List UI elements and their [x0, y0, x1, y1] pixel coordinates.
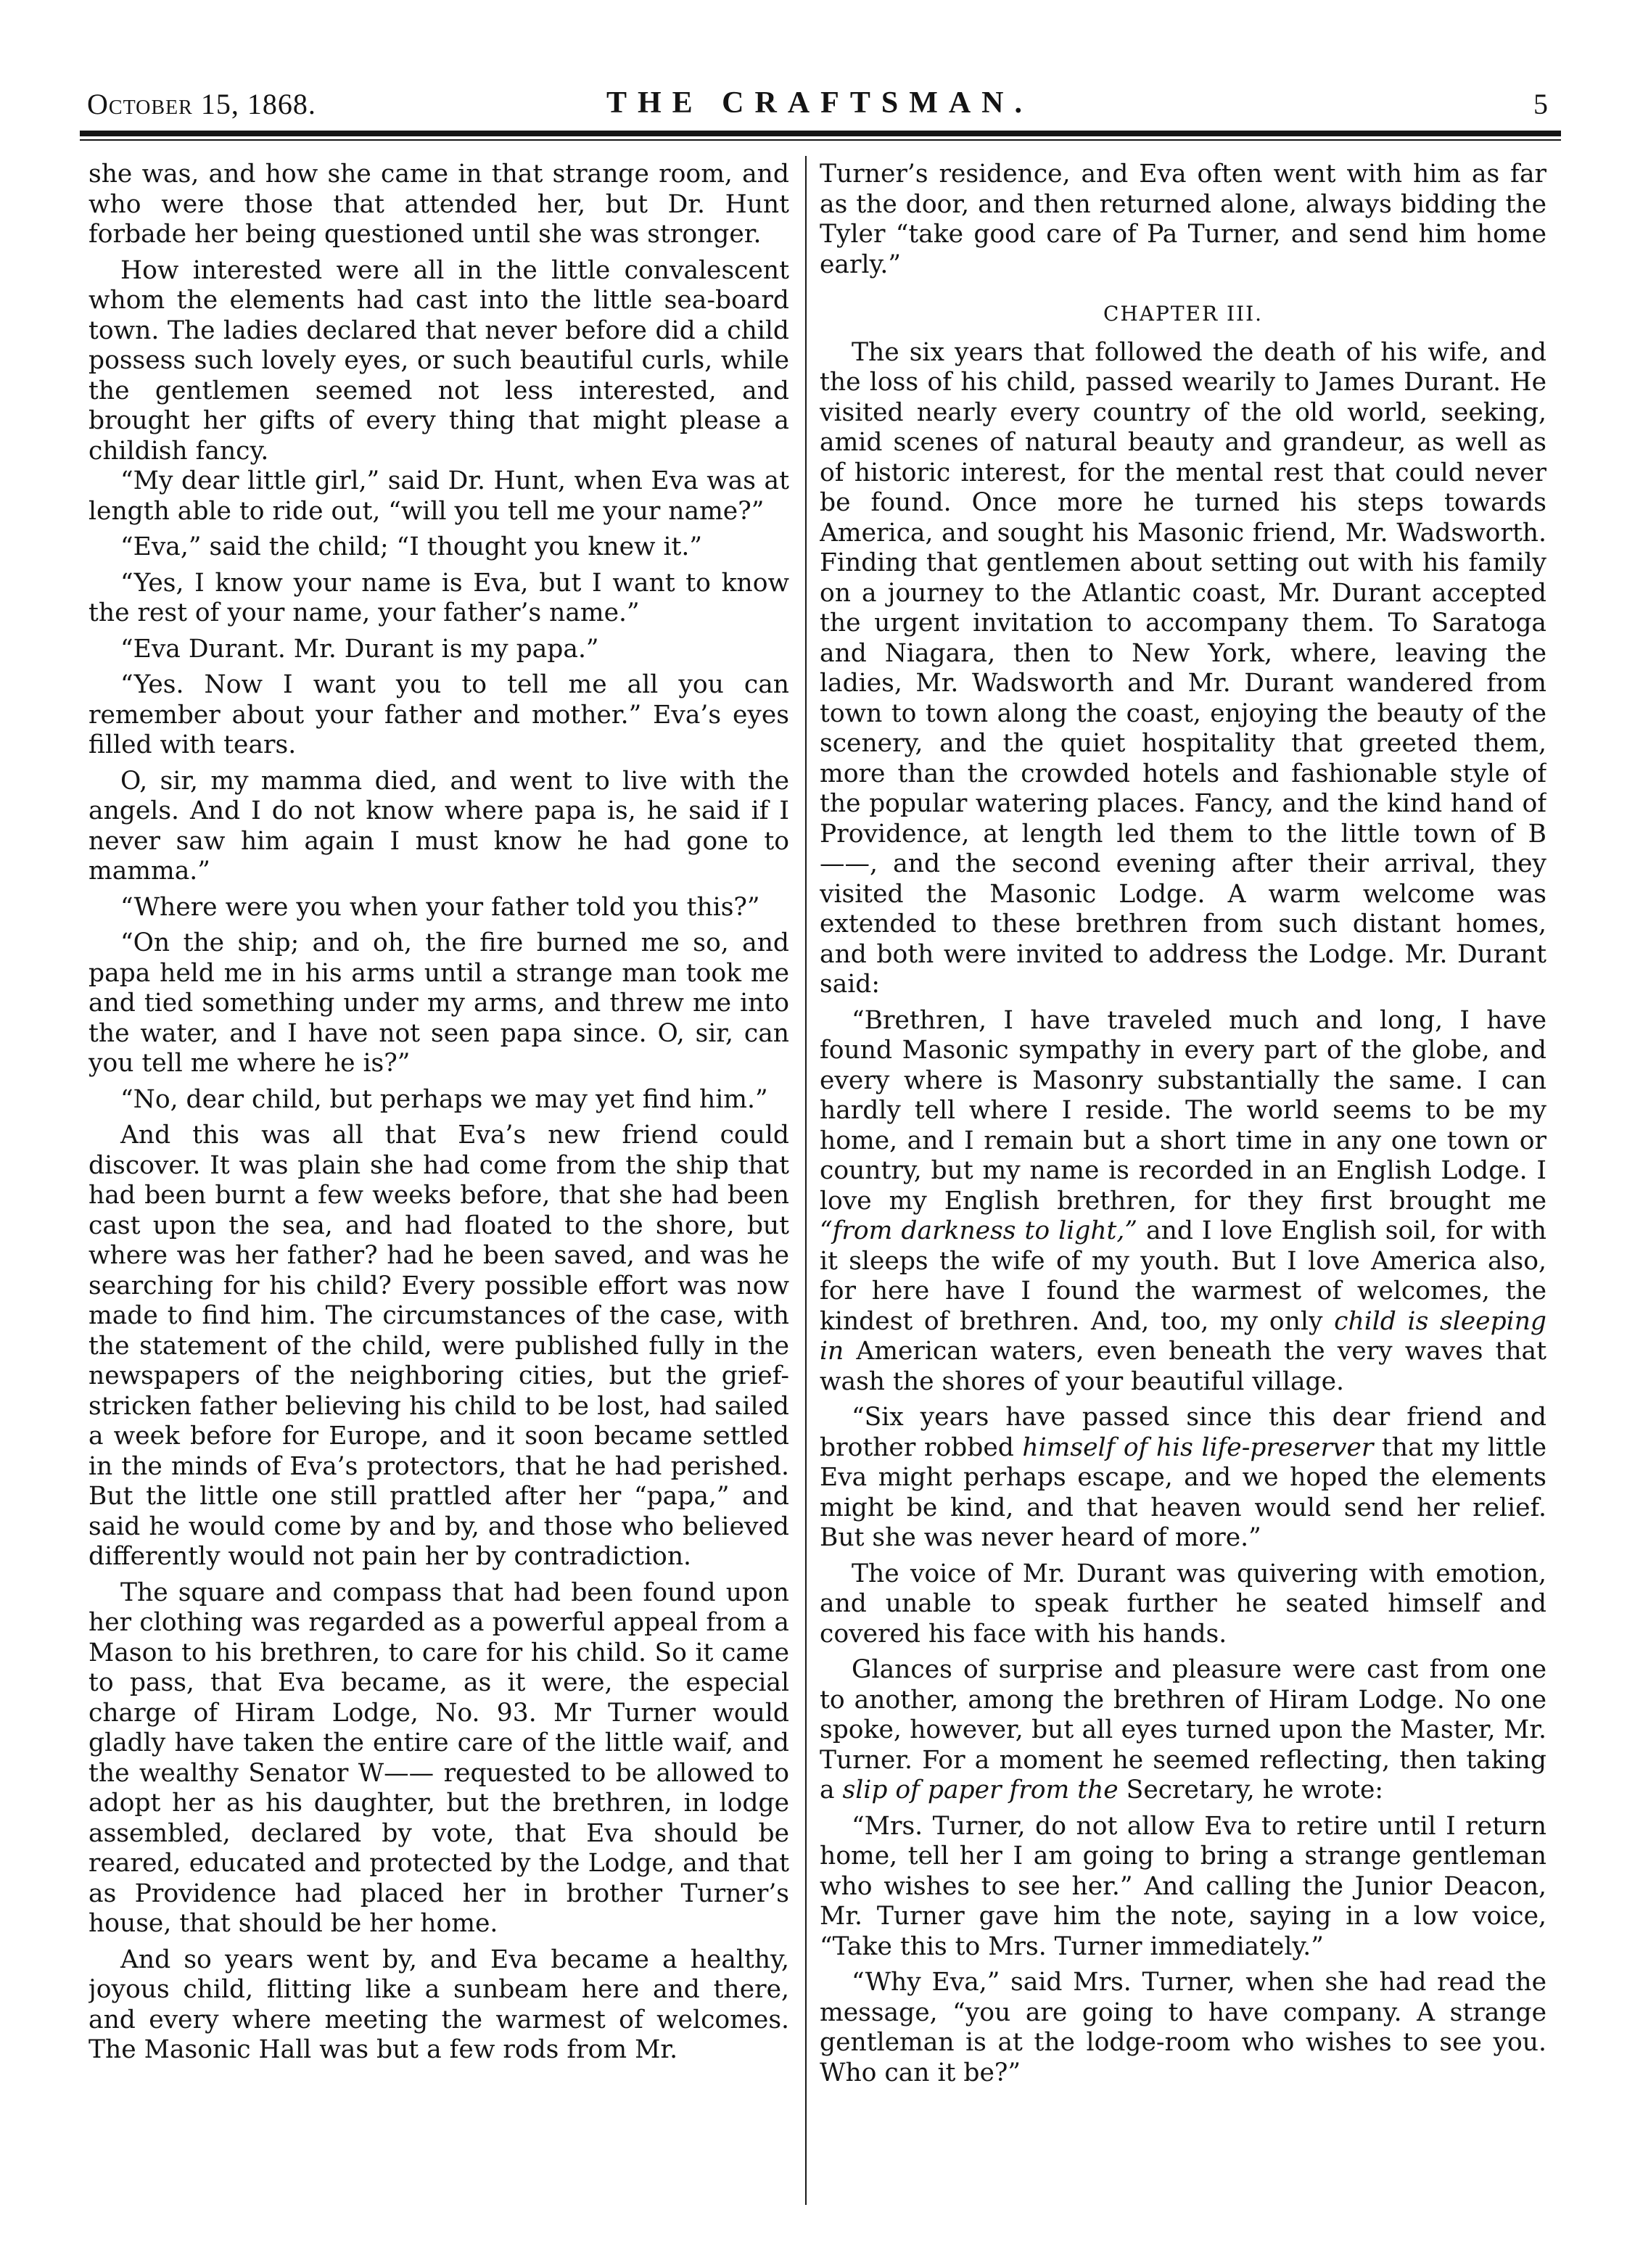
paragraph: How interested were all in the little convalescent whom the elements had cast into the little sea-board town. The ladies declared that never before did a child possess such lovely eyes, or such beautiful curls, while the gentlemen seemed not less interested, and brought her gifts of every thing that might please a childish fancy.	[88, 255, 789, 466]
paragraph	[820, 1655, 1546, 1806]
paragraph: “No, dear child, but perhaps we may yet find him.”	[120, 1084, 768, 1114]
italic-text: “from darkness to light,”	[820, 1216, 1138, 1245]
paragraph: The square and compass that had been found upon her clothing was regarded as a powerful appeal from a Mason to his brethren, to care for his child. So it came to pass, that Eva became, as it were, the especial charge of Hiram Lodge, No. 93. Mr Turner would gladly have taken the entire care of the little waif, and the wealthy Senator W—— requested to be allowed to adopt her as his daughter, but the brethren, in lodge assembled, declared by vote, that Eva should be reared, educated and protected by the Lodge, and that as Providence had placed her in brother Turner’s house, that should be her home.	[88, 1578, 789, 1938]
issue-date: October 15, 1868.	[87, 88, 316, 120]
italic-text: himself of his life-preserver	[1022, 1432, 1374, 1462]
paragraph: The six years that followed the death of his wife, and the loss of his child, passed wearily to James Durant. He visited nearly every country of the old world, seeking, amid scenes of natural beauty and grandeur, as well as of historic interest, for the mental rest that could never be found. Once more he turned his steps towards America, and sought his Masonic friend, Mr. Wadsworth. Finding that gentlemen about setting out with his family on a journey to the Atlantic coast, Mr. Durant accepted the urgent invitation to accompany them. To Saratoga and Niagara, then to New York, where, leaving the ladies, Mr. Wadsworth and Mr. Durant wandered from town to town along the coast, enjoying the beauty of the scenery, and the quiet hospitality that greeted them, more than the crowded hotels and fashionable style of the popular watering places. Fancy, and the kind hand of Providence, at length led them to the little town of B——, and the second evening after their arrival, they visited the Masonic Lodge. A warm welcome was extended to these brethren from such distant homes, and both were invited to address the Lodge. Mr. Durant said:	[820, 337, 1546, 999]
text-run: and I love English soil, for with it sleeps the wife of my youth. But I love America also, for here have I found the warmest of welcomes, the kindest of brethren. And, too, my only	[820, 1216, 1546, 1336]
paragraph: “Where were you when your father told you this?”	[120, 892, 760, 922]
paragraph: The voice of Mr. Durant was quivering with emotion, and unable to speak further he seated himself and covered his face with his hands.	[820, 1559, 1546, 1649]
text-run: “Brethren, I have traveled much and long, I have found Masonic sympathy in every part of the globe, and every where is Masonry substantially the same. I can hardly tell where I reside. The world seems to be my home, and I remain but a short time in any one town or country, but my name is recorded in an English Lodge. I love my English brethren, for they first brought me	[820, 1005, 1546, 1216]
page-header	[80, 86, 1560, 126]
header-rule-thick	[80, 131, 1561, 136]
paragraph	[820, 1403, 1546, 1554]
paragraph: “Eva,” said the child; “I thought you knew it.”	[120, 532, 702, 561]
paragraph: “Mrs. Turner, do not allow Eva to retire until I return home, tell her I am going to bring a strange gentleman who wishes to see her.” And calling the Junior Deacon, Mr. Turner gave him the note, saying in a low voice, “Take this to Mrs. Turner immediately.”	[820, 1811, 1546, 1961]
text-run: Glances of surprise and pleasure were cast from one to another, among the brethren of Hiram Lodge. No one spoke, however, but all eyes turned upon the Master, Mr. Turner. For a moment he seemed reflecting, then taking a	[820, 1655, 1546, 1805]
paragraph: “On the ship; and oh, the fire burned me so, and papa held me in his arms until a strange man took me and tied something under my arms, and threw me into the water, and I have not seen papa since. O, sir, can you tell me where he is?”	[88, 928, 789, 1078]
text-run: “Six years have passed since this dear friend and brother robbed	[820, 1403, 1546, 1462]
paragraph: And so years went by, and Eva became a healthy, joyous child, flitting like a sunbeam here and there, and every where meeting the warmest of welcomes. The Masonic Hall was but a few rods from Mr.	[88, 1945, 789, 2064]
paragraph: “Yes, I know your name is Eva, but I want to know the rest of your name, your father’s name.”	[88, 568, 789, 627]
paragraph: “Eva Durant. Mr. Durant is my papa.”	[120, 634, 599, 664]
page-number: 5	[1533, 88, 1548, 120]
paragraph	[820, 1006, 1546, 1398]
text-run: that my little Eva might perhaps escape, and we hoped the elements might be kind, and that heaven would send her relief. But she was never heard of more.”	[820, 1432, 1546, 1552]
paragraph: O, sir, my mamma died, and went to live with the angels. And I do not know where papa is, he said if I never saw him again I must know he had gone to mamma.”	[88, 766, 789, 886]
italic-text: slip of paper from the	[842, 1776, 1119, 1805]
column-divider	[805, 156, 807, 2205]
publication-title: THE CRAFTSMAN.	[606, 86, 1034, 120]
chapter-heading: CHAPTER III.	[1103, 302, 1264, 326]
italic-text: child is sleeping in	[820, 1306, 1546, 1366]
paragraph: she was, and how she came in that strange room, and who were those that attended her, but Dr. Hunt forbade her being questioned until she was stronger.	[88, 160, 789, 249]
text-run: Secretary, he wrote:	[1118, 1776, 1384, 1805]
paragraph: And this was all that Eva’s new friend could discover. It was plain she had come from the ship that had been burnt a few weeks before, that she had been cast upon the sea, and had floated to the shore, but where was her father? had he been saved, and was he searching for his child? Every possible effort was now made to find him. The circumstances of the case, with the statement of the child, were published fully in the newspapers of the neighboring cities, but the grief-stricken father believing his child to be lost, had sailed a week before for Europe, and it soon became settled in the minds of Eva’s protectors, that he had perished. But the little one still prattled after her “papa,” and said he would come by and by, and those who believed differently would not pain her by contradiction.	[88, 1121, 789, 1571]
paragraph: “Yes. Now I want you to tell me all you can remember about your father and mother.” Eva’s eyes filled with tears.	[88, 670, 789, 759]
header-rule-thin	[80, 139, 1561, 141]
text-run: American waters, even beneath the very waves that wash the shores of your beautiful village.	[820, 1337, 1546, 1396]
left-column	[88, 160, 789, 2205]
paragraph: Turner’s residence, and Eva often went with him as far as the door, and then returned alone, always bidding the Tyler “take good care of Pa Turner, and send him home early.”	[820, 160, 1546, 279]
paragraph: “My dear little girl,” said Dr. Hunt, when Eva was at length able to ride out, “will you tell me your name?”	[88, 466, 789, 526]
right-column	[820, 160, 1546, 2205]
paragraph: “Why Eva,” said Mrs. Turner, when she had read the message, “you are going to have company. A strange gentleman is at the lodge-room who wishes to see you. Who can it be?”	[820, 1968, 1546, 2087]
